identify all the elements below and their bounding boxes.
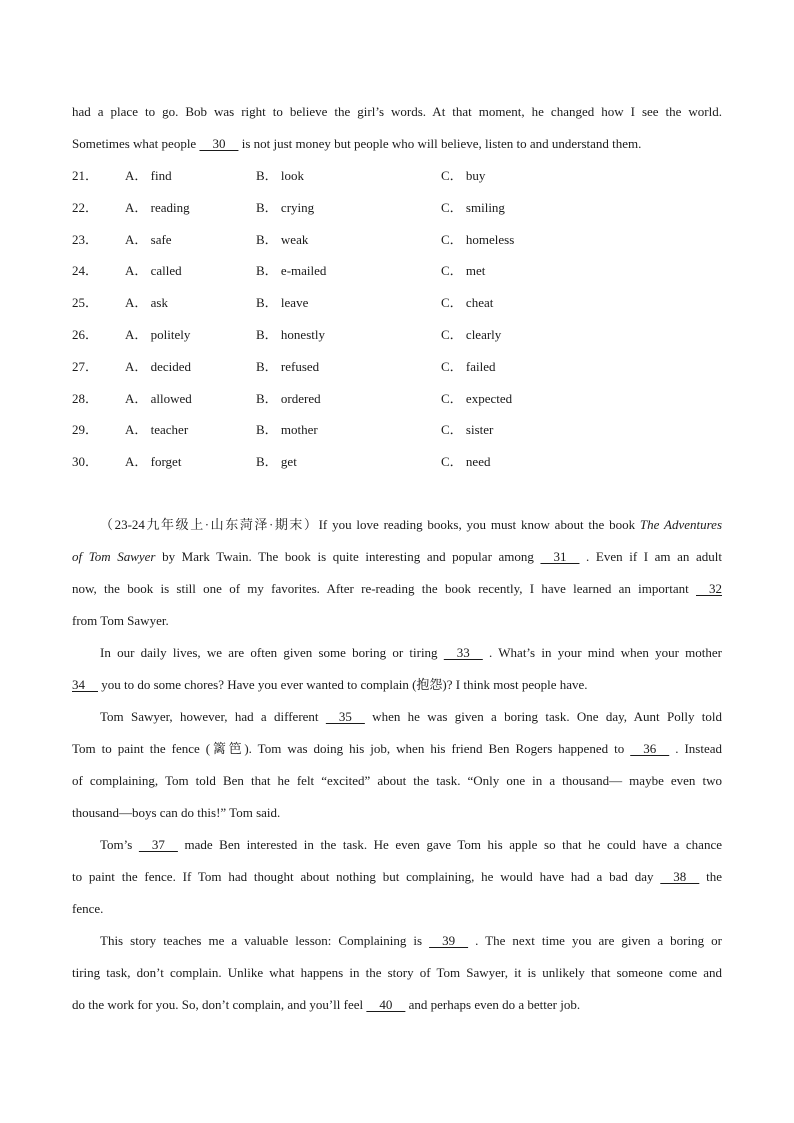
question-option-row	[72, 192, 722, 224]
passage-text: Tom to paint the fence (篱笆). Tom was doing his job, when his friend Ben Rogers happened to	[72, 740, 631, 756]
document-page	[72, 96, 722, 1021]
passage-text: . The next time you are given a boring or	[468, 932, 722, 948]
option-c: C． smiling	[441, 199, 505, 215]
question-option-row	[72, 446, 722, 478]
passage1-line1	[72, 96, 722, 128]
question-number: 23．	[72, 231, 99, 247]
question-number: 30．	[72, 454, 99, 470]
question-option-row	[72, 287, 722, 319]
option-c: C． need	[441, 454, 491, 470]
option-a: A． decided	[125, 358, 192, 374]
passage-text: fence.	[72, 900, 104, 916]
option-b: B． refused	[256, 358, 320, 374]
passage-text: If you love reading books, you must know about the book	[318, 516, 640, 532]
question-number: 28．	[72, 390, 99, 406]
blank-31: 31	[540, 548, 580, 564]
passage-text: had a place to go. Bob was right to believe the girl’s words. At that moment, he changed how I see the world.	[72, 104, 722, 119]
option-c: C． failed	[441, 358, 496, 374]
option-c: C． buy	[441, 168, 486, 183]
source-label: （23-24九年级上·山东菏泽·期末）	[100, 516, 319, 532]
passage2-p4-line3	[72, 893, 722, 925]
passage-text: thousand—boys can do this!” Tom said.	[72, 804, 281, 820]
passage-text: This story teaches me a valuable lesson: Complaining is	[100, 932, 430, 948]
passage2-p5-line2	[72, 957, 722, 989]
question-option-row	[72, 383, 722, 415]
blank-32: 32	[696, 580, 722, 596]
passage-text: from Tom Sawyer.	[72, 612, 169, 628]
question-number: 22．	[72, 199, 99, 215]
question-option-row	[72, 224, 722, 256]
passage-text: you to do some chores? Have you ever wanted to complain (抱怨)? I think most people have.	[98, 676, 588, 692]
passage2-p3-line2	[72, 733, 722, 765]
question-option-row	[72, 255, 722, 287]
option-a: A． reading	[125, 199, 190, 215]
passage-text: Sometimes what people	[72, 136, 200, 151]
passage-text: by Mark Twain. The book is quite interesting and popular among	[155, 548, 541, 564]
question-number: 24．	[72, 263, 99, 279]
option-c: C． met	[441, 263, 486, 279]
option-c: C． expected	[441, 390, 513, 406]
passage-text: do the work for you. So, don’t complain, and you’ll feel	[72, 996, 367, 1012]
question-option-row	[72, 351, 722, 383]
option-a: A． allowed	[125, 390, 192, 406]
question-option-row	[72, 414, 722, 446]
option-a: A． ask	[125, 295, 168, 311]
blank-30: 30	[199, 136, 239, 151]
passage-text: Tom’s	[100, 836, 139, 852]
passage-text: . Instead	[669, 740, 723, 756]
blank-35: 35	[325, 708, 365, 724]
passage2-p1-line1	[72, 509, 722, 541]
passage-text: In our daily lives, we are often given some boring or tiring	[100, 644, 444, 660]
option-b: B． get	[256, 454, 297, 470]
passage2-p4-line2	[72, 861, 722, 893]
question-option-row	[72, 319, 722, 351]
passage2-p3-line3	[72, 765, 722, 797]
question-number: 27．	[72, 358, 99, 374]
question-number: 25．	[72, 295, 99, 311]
passage-text: now, the book is still one of my favorites. After re-reading the book recently, I have learned an important	[72, 580, 696, 596]
passage2-p1-line4	[72, 605, 722, 637]
passage2-p3-line1	[72, 701, 722, 733]
blank-34: 34	[72, 676, 98, 692]
passage2-p2-line1	[72, 637, 722, 669]
passage2-p2-line2	[72, 669, 722, 701]
option-b: B． look	[256, 168, 305, 183]
book-title: The Adventures	[639, 516, 723, 532]
option-b: B． honestly	[256, 326, 325, 342]
passage-text: to paint the fence. If Tom had thought about nothing but complaining, he would have had a bad day	[72, 868, 661, 884]
option-c: C． cheat	[441, 295, 494, 311]
option-a: A． politely	[125, 326, 191, 342]
passage1-line2	[72, 128, 722, 160]
passage2-p1-line3	[72, 573, 722, 605]
option-c: C． clearly	[441, 326, 502, 342]
option-b: B． mother	[256, 422, 318, 438]
book-title: of Tom Sawyer	[72, 548, 156, 564]
passage2-p4-line1	[72, 829, 722, 861]
blank-38: 38	[660, 868, 700, 884]
passage-text: of complaining, Tom told Ben that he felt “excited” about the task. “Only one in a thousand— maybe even two	[72, 772, 722, 788]
blank-36: 36	[630, 740, 670, 756]
option-b: B． leave	[256, 295, 309, 311]
option-b: B． e-mailed	[256, 263, 327, 279]
passage-text: when he was given a boring task. One day, Aunt Polly told	[364, 708, 722, 724]
option-b: B． ordered	[256, 390, 321, 406]
option-a: A． forget	[125, 454, 182, 470]
passage-text: . What’s in your mind when your mother	[482, 644, 723, 660]
option-a: A． teacher	[125, 422, 189, 438]
passage-text: is not just money but people who will believe, listen to and understand them.	[238, 136, 642, 151]
passage-text: . Even if I am an adult	[579, 548, 722, 564]
option-a: A． find	[125, 168, 172, 183]
passage2-p1-line2	[72, 541, 722, 573]
blank-40: 40	[366, 996, 406, 1012]
question-number: 26．	[72, 326, 99, 342]
passage-text: made Ben interested in the task. He even gave Tom his apple so that he could have a chance	[177, 836, 722, 852]
option-c: C． homeless	[441, 231, 515, 247]
options-list	[72, 160, 722, 478]
blank-39: 39	[429, 932, 469, 948]
question-number: 21．	[72, 168, 99, 183]
option-a: A． called	[125, 263, 182, 279]
option-b: B． crying	[256, 199, 315, 215]
option-c: C． sister	[441, 422, 494, 438]
passage2-p5-line1	[72, 925, 722, 957]
passage2-p3-line4	[72, 797, 722, 829]
blank-33: 33	[443, 644, 483, 660]
passage-text: the	[699, 868, 722, 884]
option-a: A． safe	[125, 231, 172, 247]
option-b: B． weak	[256, 231, 309, 247]
passage-text: and perhaps even do a better job.	[405, 996, 581, 1012]
question-option-row	[72, 160, 722, 192]
passage-text: Tom Sawyer, however, had a different	[100, 708, 326, 724]
blank-37: 37	[138, 836, 178, 852]
passage-text: tiring task, don’t complain. Unlike what happens in the story of Tom Sawyer, it is unlikely that someone come and	[72, 964, 722, 980]
passage2-p5-line3	[72, 989, 722, 1021]
question-number: 29．	[72, 422, 99, 438]
